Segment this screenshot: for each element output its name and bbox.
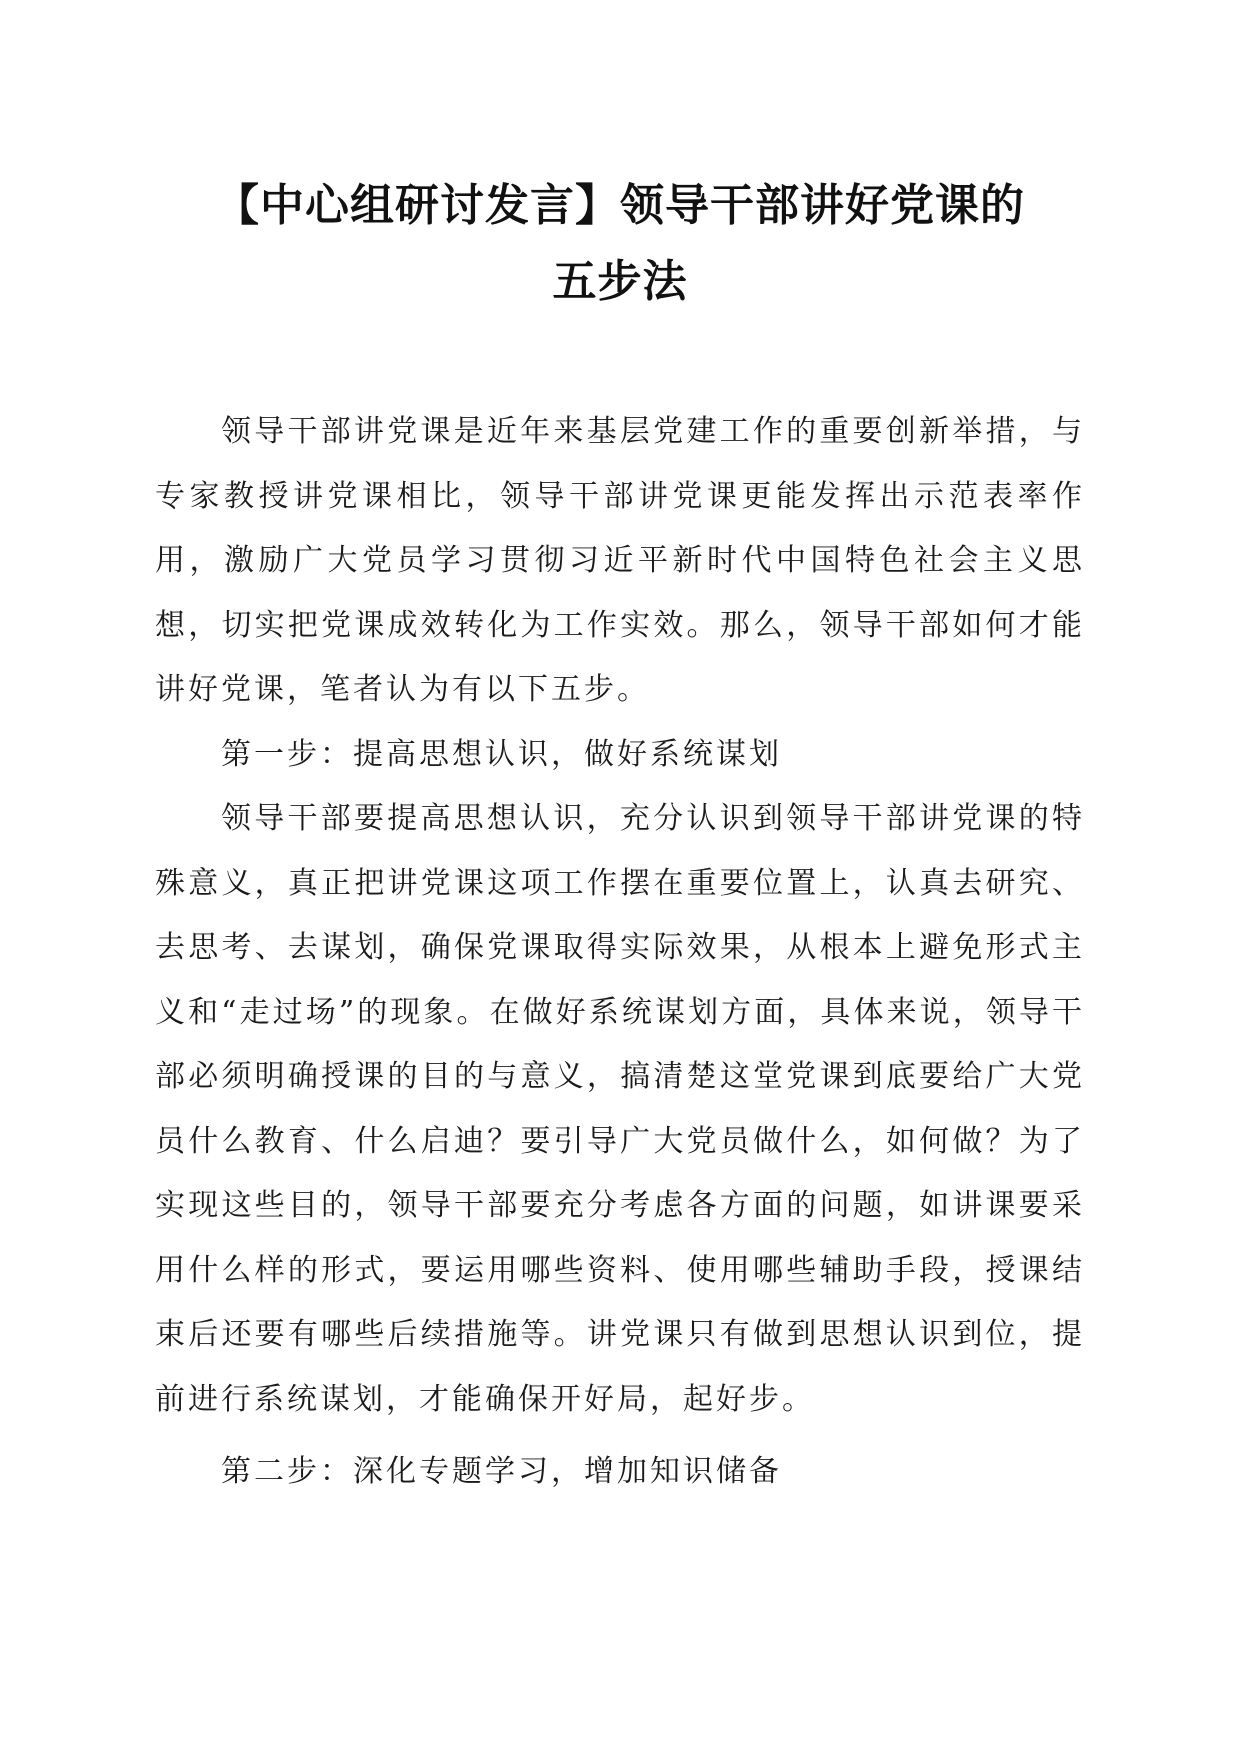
intro-paragraph: 领导干部讲党课是近年来基层党建工作的重要创新举措，与专家教授讲党课相比，领导干部讲党课更能发挥出示范表率作用，激励广大党员学习贯彻习近平新时代中国特色社会主义思想，切实把党课成效转化为工作实效。那么，领导干部如何才能讲好党课，笔者认为有以下五步。	[155, 414, 1085, 707]
document-title: 【中心组研讨发言】领导干部讲好党课的五步法	[215, 180, 1025, 307]
step2-heading: 第二步：深化专题学习，增加知识储备	[221, 1454, 782, 1489]
step1-paragraph: 领导干部要提高思想认识，充分认识到领导干部讲党课的特殊意义，真正把讲党课这项工作摆在重要位置上，认真去研究、去思考、去谋划，确保党课取得实际效果，从根本上避免形式主义和“走过场”的现象。在做好系统谋划方面，具体来说，领导干部必须明确授课的目的与意义，搞清楚这堂党课到底要给广大党员什么教育、什么启迪？要引导广大党员做什么，如何做？为了实现这些目的，领导干部要充分考虑各方面的问题，如讲课要采用什么样的形式，要运用哪些资料、使用哪些辅助手段，授课结束后还要有哪些后续措施等。讲党课只有做到思想认识到位，提前进行系统谋划，才能确保开好局，起好步。	[155, 801, 1085, 1417]
section-gap	[155, 1432, 1085, 1440]
document-page	[155, 168, 1085, 1505]
step1-heading: 第一步：提高思想认识，做好系统谋划	[221, 736, 782, 772]
document-body	[155, 400, 1085, 1505]
